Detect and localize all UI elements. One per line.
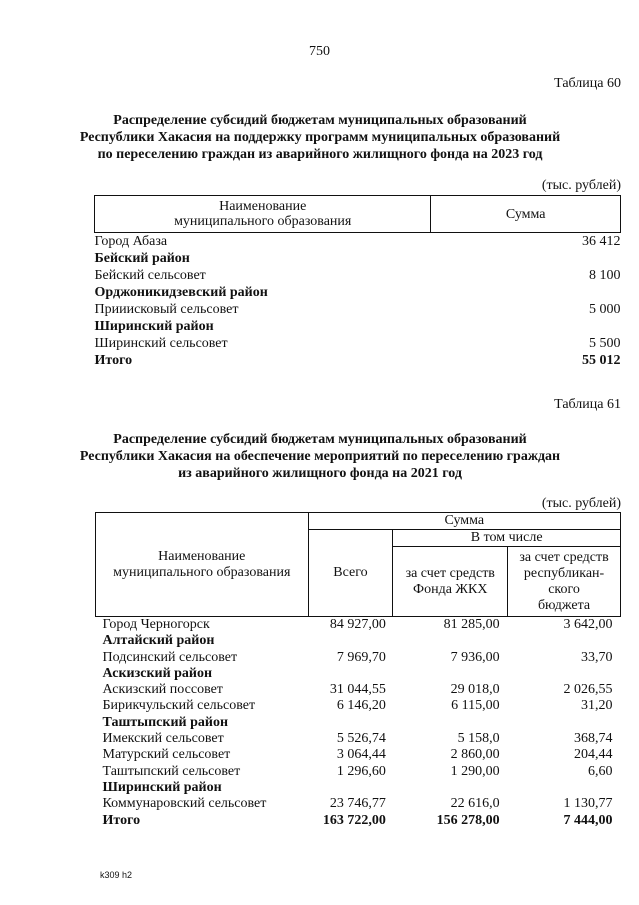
header-line: за счет средств	[405, 565, 495, 581]
row-name: Ширинский район	[102, 779, 222, 795]
column-header-sum: Сумма	[431, 196, 621, 233]
title-line: Республики Хакасия на обеспечение мероприятий по переселению граждан	[79, 449, 561, 464]
header-line: за счет средств	[519, 549, 609, 565]
table-61-body	[96, 617, 621, 829]
header-line: Наименование	[219, 199, 307, 214]
total-value: 55 012	[582, 353, 621, 368]
table-row	[95, 335, 621, 352]
table-row	[96, 682, 621, 698]
row-fund: 81 285,00	[443, 617, 500, 632]
row-fund: 22 616,0	[450, 796, 500, 812]
row-name: Бейский сельсовет	[94, 268, 206, 283]
table-61-label: Таблица 61	[554, 397, 621, 412]
column-header-republic	[508, 547, 621, 617]
row-total: 3 064,44	[336, 747, 386, 763]
district-row	[96, 715, 621, 731]
row-republic: 6,60	[588, 763, 613, 779]
title-line: Распределение субсидий бюджетам муниципальных образований	[113, 432, 527, 447]
row-name: Ширинский сельсовет	[94, 336, 228, 351]
table-row	[96, 747, 621, 763]
row-republic	[508, 780, 621, 796]
table-60-unit: (тыс. рублей)	[541, 178, 621, 193]
row-republic: 368,74	[574, 731, 613, 747]
header-line: Наименование	[158, 548, 246, 564]
row-republic: 204,44	[574, 747, 613, 763]
row-name: Город Абаза	[94, 234, 168, 249]
total-total: 163 722,00	[322, 812, 386, 828]
column-header-including: В том числе	[393, 530, 621, 547]
row-name: Аскизский район	[102, 665, 213, 681]
total-republic: 7 444,00	[563, 812, 613, 828]
row-name: Матурский сельсовет	[102, 747, 231, 763]
total-row	[95, 352, 621, 369]
row-fund: 1 290,00	[450, 763, 500, 779]
row-name: Алтайский район	[102, 633, 215, 649]
row-republic: 3 642,00	[563, 617, 613, 632]
row-total: 23 746,77	[329, 796, 386, 812]
row-name: Таштыпский район	[102, 714, 229, 730]
row-name: Коммунаровский сельсовет	[102, 796, 267, 812]
row-total: 5 526,74	[336, 731, 386, 747]
row-total	[308, 780, 393, 796]
row-name: Бейский район	[94, 251, 190, 266]
row-republic: 2 026,55	[563, 682, 613, 698]
row-total: 1 296,60	[336, 763, 386, 779]
row-total: 31 044,55	[329, 682, 386, 698]
total-name: Итого	[102, 812, 141, 828]
table-row	[95, 233, 621, 251]
row-republic: 1 130,77	[563, 796, 613, 812]
row-republic	[508, 666, 621, 682]
row-value: 8 100	[589, 268, 621, 283]
title-line: Республики Хакасия на поддержку программ муниципальных образований	[79, 130, 561, 145]
column-header-name	[96, 513, 309, 617]
row-total	[308, 633, 393, 649]
table-row	[96, 796, 621, 812]
row-name: Город Черногорск	[102, 617, 210, 632]
row-republic: 33,70	[581, 649, 613, 665]
table-row	[95, 267, 621, 284]
row-republic: 31,20	[581, 698, 613, 714]
district-row	[95, 284, 621, 301]
row-fund: 2 860,00	[450, 747, 500, 763]
table-61-title	[40, 431, 600, 482]
column-header-total: Всего	[308, 530, 393, 617]
header-line: муниципального образования	[174, 214, 352, 229]
row-total: 7 969,70	[336, 649, 386, 665]
row-total: 6 146,20	[336, 698, 386, 714]
row-fund: 29 018,0	[450, 682, 500, 698]
total-fund: 156 278,00	[436, 812, 500, 828]
title-line: из аварийного жилищного фонда на 2021 год	[178, 466, 462, 481]
row-total	[308, 715, 393, 731]
header-line: муниципального образования	[113, 564, 291, 580]
district-row	[96, 633, 621, 649]
table-row	[95, 301, 621, 318]
column-header-sum: Сумма	[308, 513, 620, 530]
row-name: Подсинский сельсовет	[102, 649, 238, 665]
district-row	[95, 250, 621, 267]
row-total	[308, 666, 393, 682]
district-row	[96, 780, 621, 796]
row-republic	[508, 715, 621, 731]
row-name: Орджоникидзевский район	[94, 285, 268, 300]
row-name: Ширинский район	[94, 319, 214, 334]
row-fund: 7 936,00	[450, 649, 500, 665]
row-total: 84 927,00	[329, 617, 386, 632]
total-name: Итого	[94, 353, 133, 368]
column-header-name	[95, 196, 431, 233]
title-line: Распределение субсидий бюджетам муниципальных образований	[113, 113, 527, 128]
table-61-unit: (тыс. рублей)	[541, 496, 621, 511]
row-value	[431, 284, 621, 301]
header-line: Фонда ЖКХ	[413, 581, 488, 597]
table-row	[96, 617, 621, 634]
row-fund	[393, 633, 508, 649]
table-60-body	[95, 233, 621, 370]
table-61	[95, 512, 621, 829]
row-value: 5 000	[589, 302, 621, 317]
row-republic	[508, 633, 621, 649]
page-number: 750	[309, 44, 330, 59]
row-value	[431, 318, 621, 335]
row-value: 36 412	[582, 234, 621, 249]
column-header-fund	[393, 547, 508, 617]
row-fund	[393, 666, 508, 682]
total-row	[96, 813, 621, 829]
row-name: Прииисковый сельсовет	[94, 302, 239, 317]
row-fund	[393, 780, 508, 796]
district-row	[95, 318, 621, 335]
header-line: бюджета	[537, 597, 591, 613]
table-row	[96, 764, 621, 780]
title-line: по переселению граждан из аварийного жилищного фонда на 2023 год	[97, 147, 543, 162]
row-value: 5 500	[589, 336, 621, 351]
row-name: Таштыпский сельсовет	[102, 763, 241, 779]
header-line: ского	[548, 581, 580, 597]
table-row	[96, 650, 621, 666]
row-name: Имекский сельсовет	[102, 731, 224, 747]
row-fund: 6 115,00	[451, 698, 500, 714]
table-60	[94, 195, 621, 369]
table-row	[96, 731, 621, 747]
header-line: республикан-	[523, 565, 605, 581]
table-60-title	[40, 112, 600, 163]
row-name: Бирикчульский сельсовет	[102, 698, 256, 714]
footer-code: k309 h2	[100, 870, 133, 880]
row-fund	[393, 715, 508, 731]
table-row	[96, 698, 621, 714]
row-fund: 5 158,0	[457, 731, 500, 747]
district-row	[96, 666, 621, 682]
row-name: Аскизский поссовет	[102, 682, 223, 698]
row-value	[431, 250, 621, 267]
table-60-label: Таблица 60	[554, 76, 621, 91]
